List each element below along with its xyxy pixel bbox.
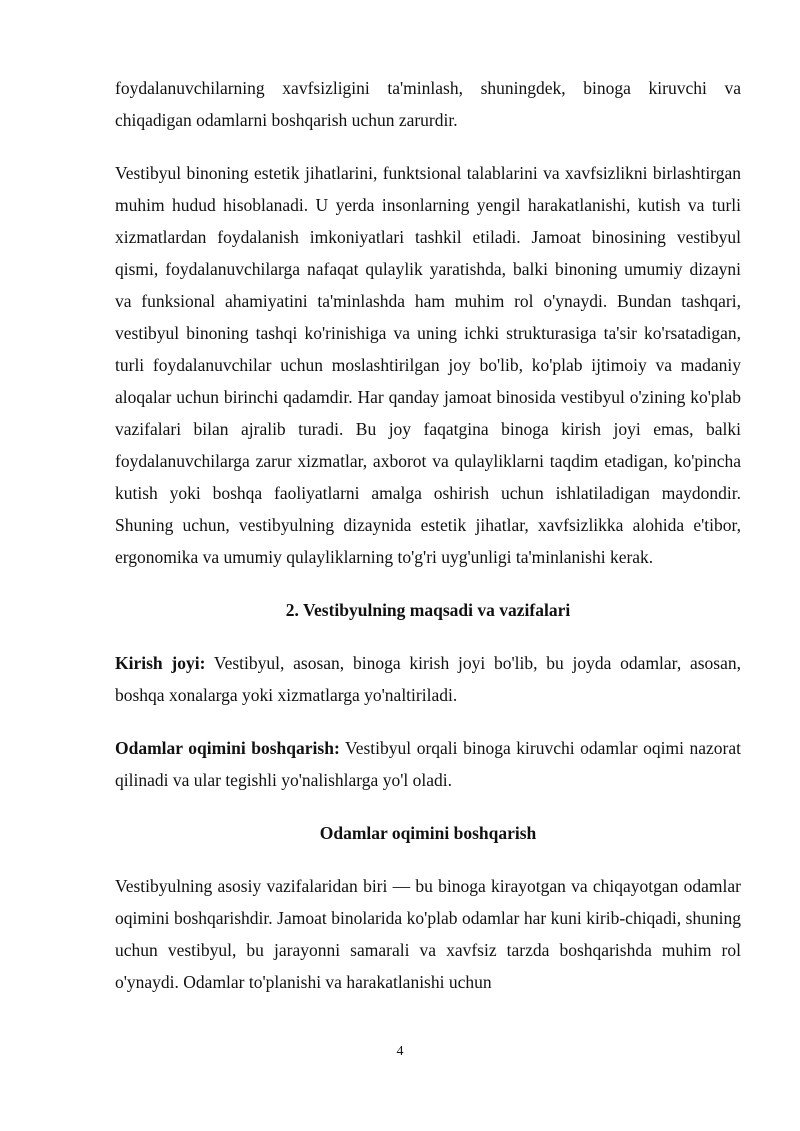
list-item-flow-control-text: Vestibyul orqali binoga kiruvchi odamlar oqimi nazorat qilinadi va ular tegishli yo'nalishlarga yo'l oladi. bbox=[115, 738, 741, 790]
list-item-flow-control bbox=[115, 732, 741, 796]
list-item-flow-control-lead: Odamlar oqimini boshqarish: bbox=[115, 738, 340, 758]
page-number: 4 bbox=[396, 1044, 404, 1059]
list-item-entrance-text: Vestibyul, asosan, binoga kirish joyi bo'lib, bu joyda odamlar, asosan, boshqa xonalarga yoki xizmatlarga yo'naltiriladi. bbox=[115, 653, 741, 705]
paragraph-continuation: foydalanuvchilarning xavfsizligini ta'minlash, shuningdek, binoga kiruvchi va chiqadigan odamlarni boshqarish uchun zarurdir. bbox=[115, 78, 741, 130]
list-item-entrance-lead: Kirish joyi: bbox=[115, 653, 206, 673]
section-heading-flow: Odamlar oqimini boshqarish bbox=[319, 823, 537, 843]
page-content bbox=[115, 72, 741, 998]
section-heading-purpose: 2. Vestibyulning maqsadi va vazifalari bbox=[285, 600, 571, 620]
list-item-entrance bbox=[115, 647, 741, 711]
paragraph-flow-management: Vestibyulning asosiy vazifalaridan biri — bu binoga kirayotgan va chiqayotgan odamlar oqimini boshqarishdir. Jamoat binolarida ko'plab odamlar har kuni kirib-chiqadi, shuning uchun vestibyul, bu jarayonni samarali va xavfsiz tarzda boshqarishda muhim rol o'ynaydi. Odamlar to'planishi va harakatlanishi uchun bbox=[115, 876, 741, 992]
paragraph-vestibule-overview: Vestibyul binoning estetik jihatlarini, funktsional talablarini va xavfsizlikni birlashtirgan muhim hudud hisoblanadi. U yerda insonlarning yengil harakatlanishi, kutish va turli xizmatlardan foydalanish imkoniyatlari tashkil etiladi. Jamoat binosining vestibyul qismi, foydalanuvchilarga nafaqat qulaylik yaratishda, balki binoning umumiy dizayni va funksional ahamiyatini ta'minlashda ham muhim rol o'ynaydi. Bundan tashqari, vestibyul binoning tashqi ko'rinishiga va uning ichki strukturasiga ta'sir ko'rsatadigan, turli foydalanuvchilar uchun moslashtirilgan joy bo'lib, ko'plab ijtimoiy va madaniy aloqalar uchun birinchi qadamdir. Har qanday jamoat binosida vestibyul o'zining ko'plab vazifalari bilan ajralib turadi. Bu joy faqatgina binoga kirish joyi emas, balki foydalanuvchilarga zarur xizmatlar, axborot va qulayliklarni taqdim etadigan, ko'pincha kutish yoki boshqa faoliyatlarni amalga oshirish uchun ishlatiladigan maydondir. Shuning uchun, vestibyulning dizaynida estetik jihatlar, xavfsizlikka alohida e'tibor, ergonomika va umumiy qulayliklarning to'g'ri uyg'unligi ta'minlanishi kerak. bbox=[115, 163, 741, 567]
